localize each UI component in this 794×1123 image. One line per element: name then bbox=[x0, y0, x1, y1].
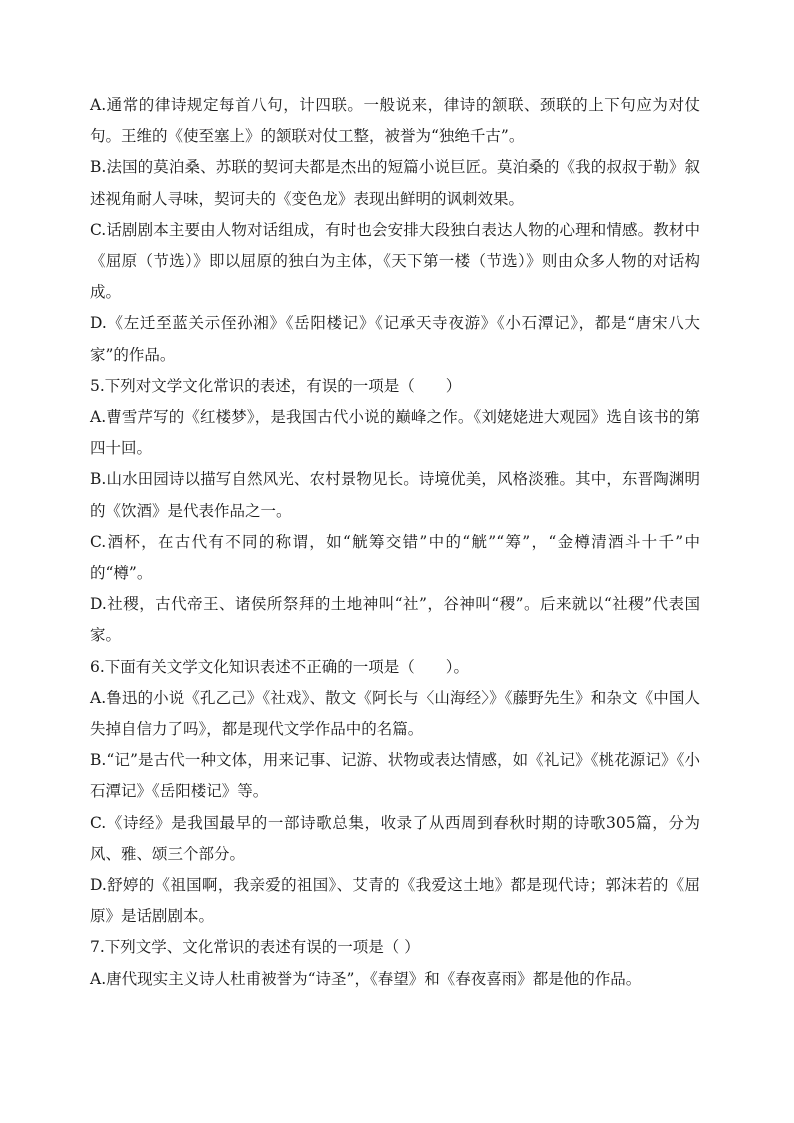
q6-option-b: B.“记”是古代一种文体，用来记事、记游、状物或表达情感，如《礼记》《桃花源记》《小石潭记》《岳阳楼记》等。 bbox=[90, 751, 700, 801]
question-text-block bbox=[90, 90, 700, 995]
q7-option-a: A.唐代现实主义诗人杜甫被誉为“诗圣”，《春望》和《春夜喜雨》都是他的作品。 bbox=[90, 969, 642, 988]
q5-option-b: B.山水田园诗以描写自然风光、农村景物见长。诗境优美，风格淡雅。其中，东晋陶渊明的《饮酒》是代表作品之一。 bbox=[90, 470, 700, 520]
question-7-stem: 7.下列文学、文化常识的表述有误的一项是（ ） bbox=[90, 938, 420, 957]
q6-option-d: D.舒婷的《祖国啊，我亲爱的祖国》、艾青的《我爱这土地》都是现代诗；郭沫若的《屈原》是话剧剧本。 bbox=[90, 876, 700, 926]
q6-option-c: C.《诗经》是我国最早的一部诗歌总集，收录了从西周到春秋时期的诗歌305篇，分为风、雅、颂三个部分。 bbox=[90, 813, 700, 863]
option-b-short-story: B.法国的莫泊桑、苏联的契诃夫都是杰出的短篇小说巨匠。莫泊桑的《我的叔叔于勒》叙述视角耐人寻味，契诃夫的《变色龙》表现出鲜明的讽刺效果。 bbox=[90, 158, 700, 208]
option-c-drama: C.话剧剧本主要由人物对话组成，有时也会安排大段独白表达人物的心理和情感。教材中《屈原（节选）》即以屈原的独白为主体，《天下第一楼（节选）》则由众多人物的对话构成。 bbox=[90, 220, 700, 302]
question-5-stem: 5.下列对文学文化常识的表述，有误的一项是（ ） bbox=[90, 376, 462, 395]
q6-option-a: A.鲁迅的小说《孔乙己》《社戏》、散文《阿长与〈山海经〉》《藤野先生》和杂文《中国人失掉自信力了吗》，都是现代文学作品中的名篇。 bbox=[90, 688, 700, 739]
question-6-stem: 6.下面有关文学文化知识表述不正确的一项是（ ）。 bbox=[90, 657, 470, 676]
q5-option-d: D.社稷，古代帝王、诸侯所祭拜的土地神叫“社”，谷神叫“稷”。后来就以“社稷”代表国家。 bbox=[90, 595, 700, 645]
option-a-lvshi: A.通常的律诗规定每首八句，计四联。一般说来，律诗的颔联、颈联的上下句应为对仗句。王维的《使至塞上》的颔联对仗工整，被誉为“独绝千古”。 bbox=[90, 96, 700, 146]
q5-option-c: C.酒杯，在古代有不同的称谓，如“觥筹交错”中的“觥”“筹”，“金樽清酒斗十千”中的“樽”。 bbox=[90, 532, 700, 583]
q5-option-a: A.曹雪芹写的《红楼梦》，是我国古代小说的巅峰之作。《刘姥姥进大观园》选自该书的第四十回。 bbox=[90, 408, 700, 458]
option-d-tangsong: D.《左迁至蓝关示侄孙湘》《岳阳楼记》《记承天寺夜游》《小石潭记》，都是“唐宋八大家”的作品。 bbox=[90, 314, 700, 364]
